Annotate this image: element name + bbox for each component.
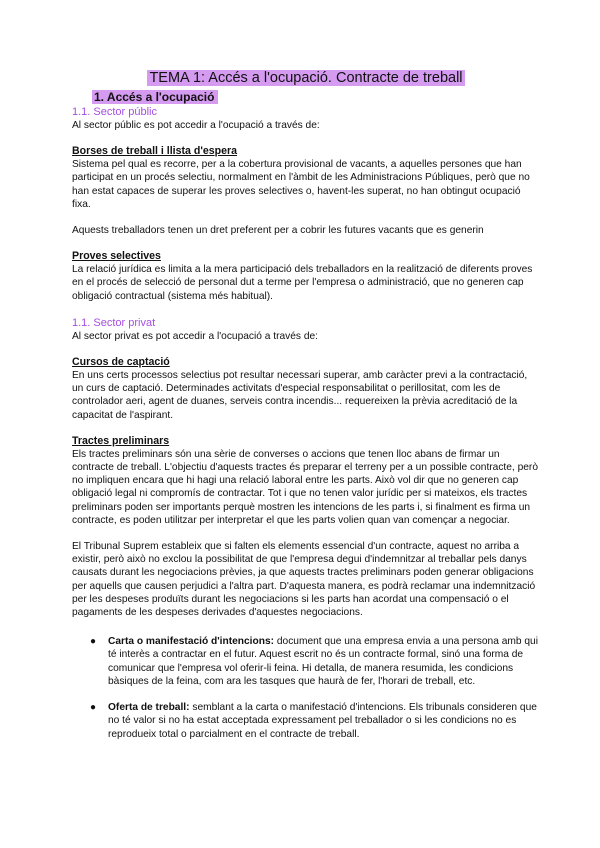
borses-paragraph: Sistema pel qual es recorre, per a la cobertura provisional de vacants, a aquelles persones que han participat en un procés selectiu, normalment en l'àmbit de les Administracions Públiques, però que no han estat capaces de superar les proves selectives o, havent-les superat, no han obtingut ocupació fixa.	[72, 159, 530, 210]
borses-paragraph-2: Aquests treballadors tenen un dret preferent per a cobrir les futures vacants que es generin	[72, 225, 484, 237]
heading-cursos: Cursos de captació	[72, 356, 170, 369]
tractes-paragraph: Els tractes preliminars són una sèrie de converses o accions que tenen lloc abans de firmar un contracte de treball. L'objectiu d'aquests tractes és preparar el terreny per a un possible contracte, però no impliquen encara que hi hagi una relació laboral entre les parts. Això vol dir que no generen cap obligació legal ni compromís de contractar. Tot i que no tenen valor jurídic per si mateixos, els tractes preliminars poden ser importants perquè mostren les intencions de les parts i, si finalment es firma un contracte, es poden utilitzar per interpretar el que les parts volien quan van començar a negociar.	[72, 448, 538, 526]
heading-proves: Proves selectives	[72, 250, 161, 263]
heading-borses: Borses de treball i llista d'espera	[72, 145, 238, 158]
public-intro: Al sector públic es pot accedir a l'ocupació a través de:	[72, 120, 320, 131]
page-title-text: TEMA 1: Accés a l'ocupació. Contracte de treball	[149, 70, 463, 86]
list-item-text: document que una empresa envia a una persona amb qui té interès a contractar en el futur. Aquest escrit no és un contracte formal, sinó una forma de comunicar que l'empresa vol oferir-li feina. Hi detalla, de manera resumida, les condicions bàsiques de la feina, com ara les tasques que haurà de fer, l'horari de treball, etc.	[108, 636, 538, 687]
subheading-sector-public: 1.1. Sector públic	[72, 106, 157, 118]
heading-tractes: Tractes preliminars	[72, 434, 170, 447]
list-item-term: Oferta de treball:	[108, 702, 190, 714]
proves-paragraph: La relació jurídica es limita a la mera participació dels treballadors en la realització de diferents proves en el procés de selecció de personal dut a terme per l'empresa o administració, que no generen cap obligació contractual (sistema més habitual).	[72, 264, 533, 302]
page-title	[72, 70, 540, 86]
list-item	[90, 701, 540, 741]
subheading-sector-privat: 1.1. Sector privat	[72, 316, 156, 329]
list-item-term: Carta o manifestació d'intencions:	[108, 636, 275, 648]
section-heading-acces	[92, 90, 540, 104]
tribunal-paragraph: El Tribunal Suprem estableix que si falten els elements essencial d'un contracte, aquest no arriba a existir, però això no exclou la possibilitat de que l'empresa degui d'indemnitzar al treballar pels danys causats durant les negociacions prèvies, ja que aquests tractes preliminars poden generar obligacions per aquells que causen perjudici a l'altra part. D'aquesta manera, es podrà reclamar una indemnització per les despeses produïts durant les negociacions si les parts han acordat una compensació o el pagaments de les despeses derivades d'aquestes negociacions.	[72, 541, 536, 619]
private-intro: Al sector privat es pot accedir a l'ocupació a través de:	[72, 330, 319, 342]
bullet-list	[72, 635, 540, 740]
bullet-dot-icon: ●	[90, 636, 97, 648]
list-item-text: semblant a la carta o manifestació d'intencions. Els tribunals consideren que no té valor si no ha estat acceptada expressament pel treballador o si les condicions no es reprodueix total o parcialment en el contracte de treball.	[108, 702, 537, 740]
bullet-dot-icon: ●	[90, 702, 97, 714]
cursos-paragraph: En uns certs processos selectius pot resultar necessari superar, amb caràcter previ a la contractació, un curs de captació. Determinades activitats d'especial responsabilitat o perillositat, com les de controlador aeri, agent de duanes, serveis contra incendis... requereixen la prèvia acreditació de la capacitat de l'aspirant.	[72, 370, 528, 421]
section-heading-text: 1. Accés a l'ocupació	[92, 90, 218, 104]
list-item	[90, 635, 540, 688]
